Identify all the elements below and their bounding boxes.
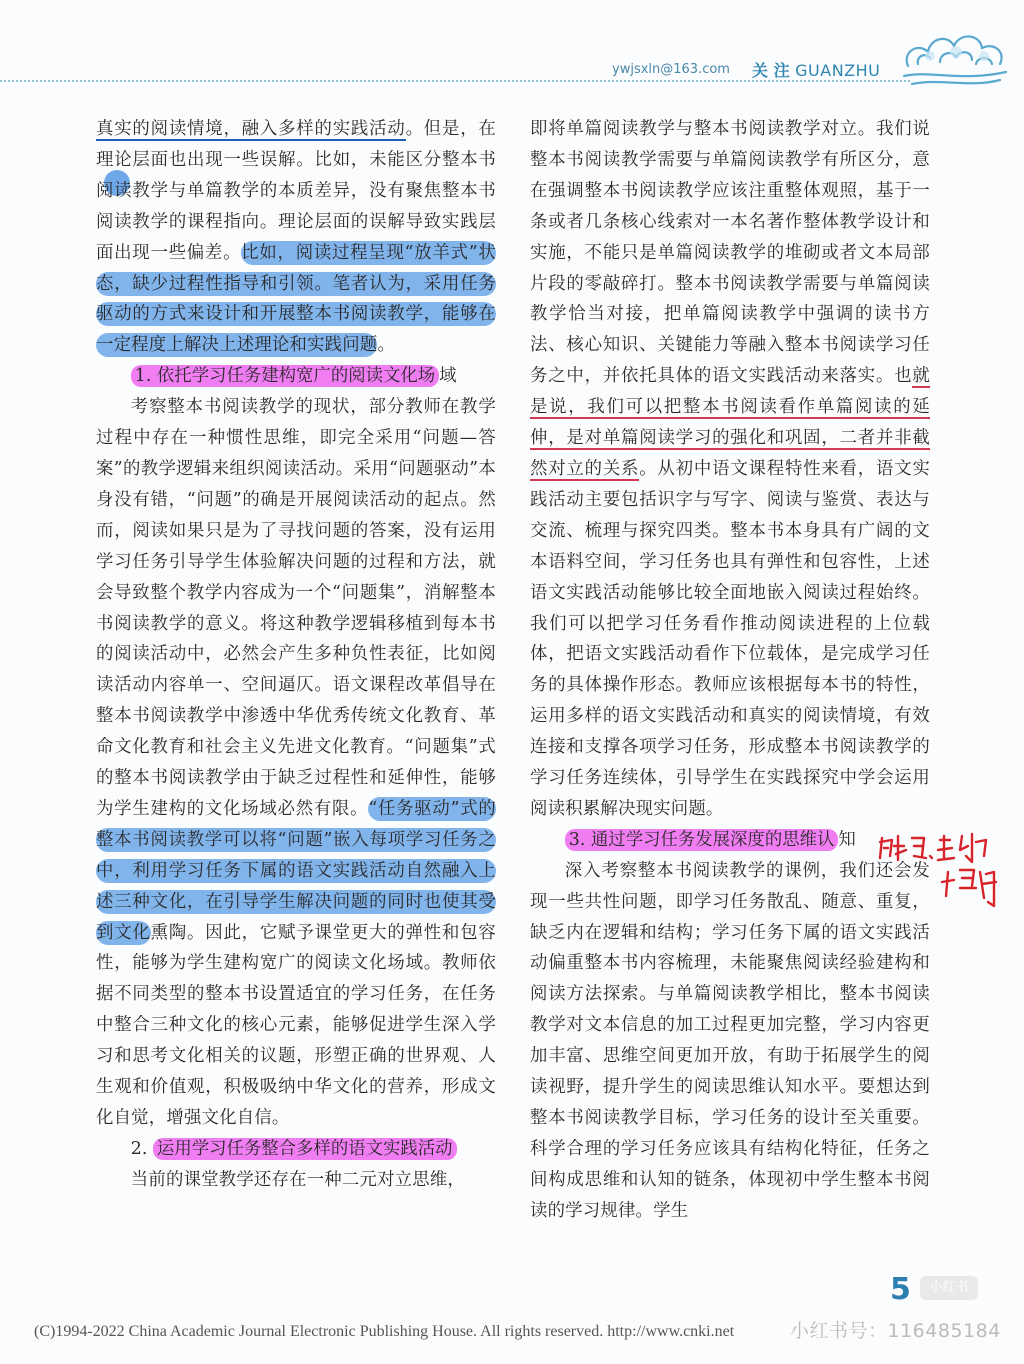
text-run: 熏陶。因此，它赋予课堂更大的弹性和包容性，能够为学生建构宽广的阅读文化场域。教师依据不同类型的整本书设置适宜的学习任务，在任务中整合三种文化的核心元素，能够促进学生深入学习和思考文化相关的议题，形塑正确的世界观、人生观和价值观，积极吸纳中华文化的营养，形成文化自觉，增强文化自信。 — [96, 922, 496, 1128]
blue-highlight-text: 比如，阅读过程呈现“放羊式”状态，缺少过程性指导和引领。笔者认为，采用任务驱动的方式来设计和开展整本书阅读教学，能够在一定程度上解决上述理论和实践问题 — [96, 242, 496, 356]
pink-highlight-text: 3. 通过学习任务发展深度的思维认 — [565, 829, 839, 851]
header-email: ywjsxln@163.com — [612, 62, 730, 77]
text-run: 当前的课堂教学还存在一种二元对立思维， — [130, 1169, 466, 1190]
subheading-1 — [96, 361, 496, 392]
section-title — [752, 58, 880, 81]
text-run: 。 — [377, 335, 396, 356]
right-column — [530, 114, 930, 1227]
text-run: 域 — [439, 366, 457, 387]
text-run: 2. — [130, 1138, 153, 1159]
pink-highlight-text: 1. 依托学习任务建构宽广的阅读文化场 — [131, 365, 439, 387]
text-run: 知 — [838, 829, 856, 850]
subheading-2 — [96, 1134, 496, 1165]
paragraph — [96, 392, 496, 1134]
text-run: 。从初中语文课程特性来看，语文实践活动主要包括识字与写字、阅读与鉴赏、表达与交流、梳理与探究四类。整本书本身具有广阔的文本语料空间，学习任务也具有弹性和包容性，上述语文实践活动能够比较全面地嵌入阅读过程始终。我们可以把学习任务看作推动阅读进程的上位载体，把语文实践活动看作下位载体，是完成学习任务的具体操作形态。教师应该根据每本书的特性，运用多样的语文实践活动和真实的阅读情境，有效连接和支撑各项学习任务，形成整本书阅读教学的学习任务连续体，引导学生在实践探究中学会运用阅读积累解决现实问题。 — [530, 458, 931, 819]
paragraph — [530, 856, 930, 1227]
left-column — [96, 114, 496, 1196]
handwritten-note-icon — [876, 826, 1006, 916]
text-run: 考察整本书阅读教学的现状，部分教师在教学过程中存在一种惯性思维，即完全采用“问题—答案”的教学逻辑来组织阅读活动。采用“问题驱动”本身没有错，“问题”的确是开展阅读活动的起点。然而，阅读如果只是为了寻找问题的答案，没有运用学习任务引导学生体验解决问题的过程和方法，就会导致整个教学内容成为一个“问题集”，消解整本书阅读教学的意义。将这种教学逻辑移植到每本书的阅读活动中，必然会产生多种负性表征，比如阅读活动内容单一、空间逼仄。语文课程改革倡导在整本书阅读教学中渗透中华优秀传统文化教育、革命文化教育和社会主义先进文化教育。“问题集”式的整本书阅读教学由于缺乏过程性和延伸性，能够为学生建构的文化场域必然有限。 — [96, 397, 496, 819]
cloud-ornament-icon — [900, 22, 1010, 92]
paragraph — [96, 114, 496, 361]
page-header — [0, 0, 1024, 110]
subheading-3 — [530, 825, 930, 856]
text-run: 。但是，在理论层面也出现一些误解。比如，未能区分整本书阅读教学与单篇教学的本质差异，没有聚焦整本书阅读教学的课程指向。理论层面的误解导致实践层面出现一些偏差。 — [96, 119, 496, 263]
blue-highlight-text: “任务驱动”式的整本书阅读教学可以将“问题”嵌入每项学习任务之中，利用学习任务下属的语文实践活动自然融入上述三种文化，在引导学生解决问题的同时也使其受到文化 — [96, 798, 496, 943]
paragraph — [96, 1165, 496, 1196]
red-underlined-text: 就是说，我们可以把整本书阅读看作单篇阅读的延伸，是对单篇阅读学习的强化和巩固，二者并非截然对立的关系 — [530, 366, 930, 479]
pink-highlight-text: 运用学习任务整合多样的语文实践活动 — [153, 1138, 457, 1160]
page-number: 5 — [890, 1272, 911, 1307]
underlined-text: 真实的阅读情境，融入多样的实践活动 — [96, 119, 406, 139]
section-title-en: GUANZHU — [795, 61, 881, 80]
paragraph — [530, 114, 930, 825]
section-title-cn: 关 注 — [752, 61, 790, 80]
text-run: 即将单篇阅读教学与整本书阅读教学对立。我们说整本书阅读教学需要与单篇阅读教学有所区分，意在强调整本书阅读教学应该注重整体观照，基于一条或者几条核心线索对一本名著作整体教学设计和实施，不能只是单篇阅读教学的堆砌或者文本局部片段的零敲碎打。整本书阅读教学需要与单篇阅读教学恰当对接，把单篇阅读教学中强调的读书方法、核心知识、关键能力等融入整本书阅读学习任务之中，并依托具体的语文实践活动来落实。也 — [530, 119, 930, 387]
app-badge: 小红书 — [920, 1276, 978, 1300]
text-run: 深入考察整本书阅读教学的课例，我们还会发现一些共性问题，即学习任务散乱、随意、重复，缺乏内在逻辑和结构；学习任务下属的语文实践活动偏重整本书内容梳理，未能聚焦阅读经验建构和阅读方法探索。与单篇阅读教学相比，整本书阅读教学对文本信息的加工过程更加完整，学习内容更加丰富、思维空间更加开放，有助于拓展学生的阅读视野，提升学生的阅读思维认知水平。要想达到整本书阅读教学目标，学习任务的设计至关重要。科学合理的学习任务应该具有结构化特征，任务之间构成思维和认知的链条，体现初中学生整本书阅读的学习规律。学生 — [530, 860, 930, 1221]
watermark: 小红书号：116485184 — [790, 1320, 1001, 1342]
copyright-footer: (C)1994-2022 China Academic Journal Electronic Publishing House. All rights reserved. http://www.cnki.net — [34, 1323, 735, 1340]
